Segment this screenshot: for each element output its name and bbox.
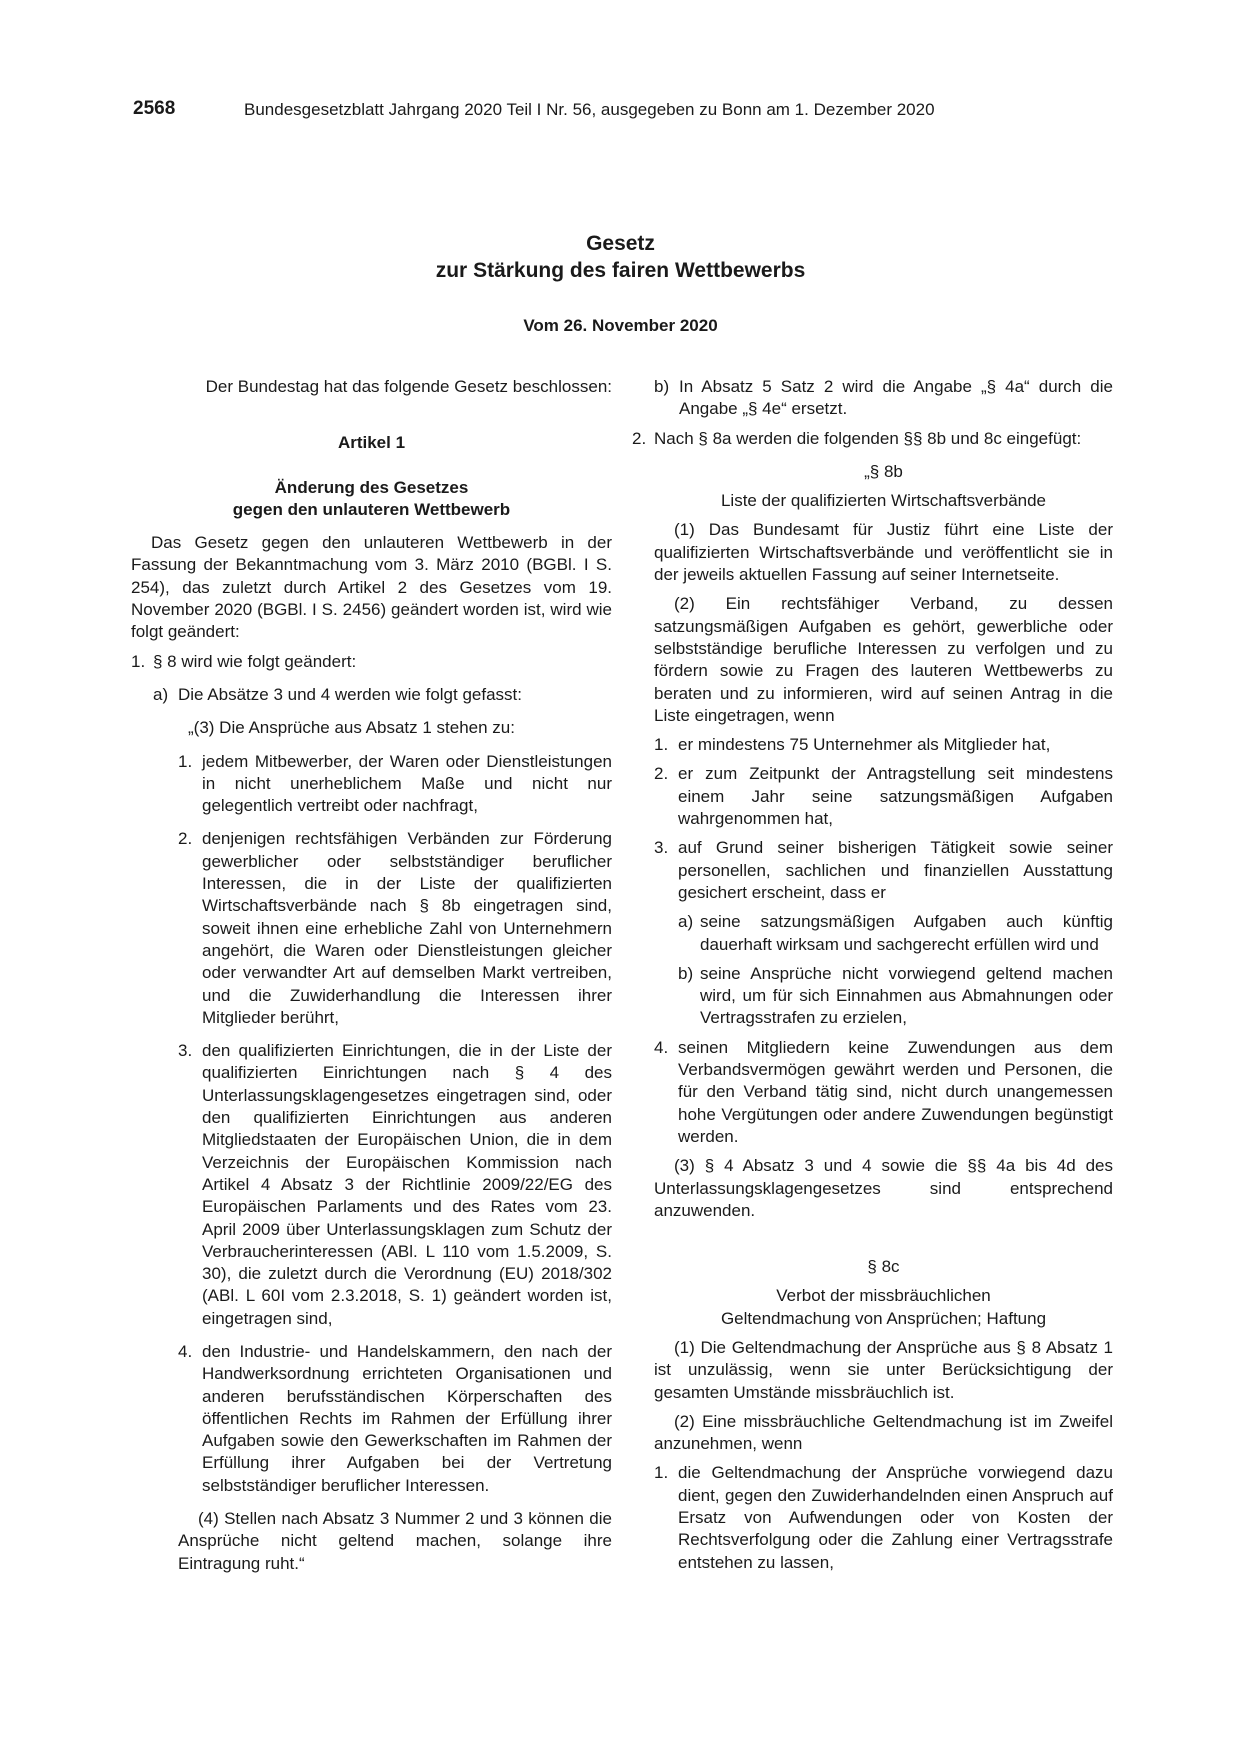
list-item — [131, 1341, 612, 1497]
law-title-line-2: zur Stärkung des fairen Wettbewerbs — [435, 259, 806, 282]
sub-list-text: seine Ansprüche nicht vorwiegend geltend machen wird, um für sich Einnahmen aus Abmahnungen oder Vertragsstrafen zu erzielen, — [700, 963, 1113, 1028]
list-item — [632, 734, 1113, 756]
section-8c-heading: § 8c — [867, 1257, 900, 1277]
amendment-item-a — [131, 684, 612, 706]
list-text: er mindestens 75 Unternehmer als Mitglieder hat, — [678, 735, 1051, 755]
law-date: Vom 26. November 2020 — [523, 316, 718, 335]
list-item — [131, 1040, 612, 1330]
item-number: 1. — [131, 651, 146, 671]
list-text: den Industrie- und Handelskammern, den nach der Handwerksordnung errichteten Organisationen und anderen berufsständischen Körperschaften des öffentlichen Rechts im Rahmen der Erfüllung ihrer Aufgaben sowie den Gewerkschaften im Rahmen der Erfüllung ihrer Aufgaben bei der Vertretung selbstständiger beruflicher Interessen. — [202, 1341, 612, 1495]
law-title-line-1: Gesetz — [586, 232, 655, 255]
list-number: 1. — [654, 735, 669, 755]
section-8b-paragraph-3: (3) § 4 Absatz 3 und 4 sowie die §§ 4a bis 4d des Unterlassungsklagengesetzes sind entsprechend anzuwenden. — [654, 1156, 1113, 1220]
sub-list-text: seine satzungsmäßigen Aufgaben auch künftig dauerhaft wirksam und sachgerecht erfüllen wird und — [700, 912, 1113, 954]
paragraph-3-intro: „(3) Die Ansprüche aus Absatz 1 stehen zu: — [188, 718, 515, 738]
section-8b-title: Liste der qualifizierten Wirtschaftsverbände — [720, 491, 1047, 511]
left-column — [131, 376, 612, 1575]
list-text: auf Grund seiner bisherigen Tätigkeit sowie seiner personellen, sachlichen und finanziellen Ausstattung gesichert erscheint, dass er — [678, 838, 1113, 902]
item-text: Die Absätze 3 und 4 werden wie folgt gefasst: — [178, 684, 522, 704]
sub-list-letter: a) — [678, 912, 694, 932]
list-item — [632, 1037, 1113, 1148]
list-item — [131, 751, 612, 818]
list-item — [131, 828, 612, 1029]
section-8c-paragraph-2: (2) Eine missbräuchliche Geltendmachung ist im Zweifel anzunehmen, wenn — [654, 1411, 1113, 1454]
sub-list-letter: b) — [678, 963, 694, 983]
list-number: 3. — [178, 1041, 193, 1061]
section-8b-paragraph-1: (1) Das Bundesamt für Justiz führt eine Liste der qualifizierten Wirtschaftsverbände und veröffentlicht sie in der jeweils aktuellen Fassung auf seiner Internetseite. — [654, 520, 1113, 585]
sub-list-item — [632, 963, 1113, 1030]
enactment-clause: Der Bundestag hat das folgende Gesetz beschlossen: — [205, 377, 612, 396]
list-number: 4. — [654, 1037, 669, 1057]
section-8b-heading: „§ 8b — [864, 461, 903, 481]
list-number: 1. — [178, 751, 193, 771]
list-number: 1. — [654, 1463, 669, 1483]
item-letter: a) — [153, 684, 169, 704]
list-number: 3. — [654, 838, 669, 858]
list-number: 2. — [654, 764, 669, 784]
amendment-item-1 — [131, 651, 612, 673]
list-item — [632, 1462, 1113, 1573]
item-number: 2. — [632, 428, 647, 448]
section-8c-title-line-1: Verbot der missbräuchlichen — [776, 1286, 991, 1306]
article-title-line-2: gegen den unlauteren Wettbewerb — [232, 499, 511, 519]
item-letter: b) — [654, 377, 670, 396]
article-title-line-1: Änderung des Gesetzes — [274, 477, 469, 497]
section-8c-title-line-2: Geltendmachung von Ansprüchen; Haftung — [720, 1308, 1047, 1328]
law-title-block — [0, 230, 1241, 336]
list-text: er zum Zeitpunkt der Antragstellung seit mindestens einem Jahr seine satzungsmäßigen Aufgaben wahrgenommen hat, — [678, 764, 1113, 829]
item-text: Nach § 8a werden die folgenden §§ 8b und 8c eingefügt: — [654, 428, 1082, 448]
journal-line: Bundesgesetzblatt Jahrgang 2020 Teil I Nr. 56, ausgegeben zu Bonn am 1. Dezember 2020 — [244, 100, 935, 119]
paragraph-4: (4) Stellen nach Absatz 3 Nummer 2 und 3 können die Ansprüche nicht geltend machen, solange ihre Eintragung ruht.“ — [178, 1509, 612, 1573]
amendment-item-2 — [632, 428, 1113, 450]
list-text: den qualifizierten Einrichtungen, die in der Liste der qualifizierten Einrichtungen nach § 4 des Unterlassungsklagengesetzes eingetragen sind, oder den qualifizierten Einrichtungen aus anderen Mitgliedstaaten der Europäischen Union, die in dem Verzeichnis der Europäischen Kommission nach Artikel 4 Absatz 3 der Richtlinie 2009/22/EG des Europäischen Parlaments und des Rates vom 23. April 2009 über Unterlassungsklagen zum Schutz der Verbraucherinteressen (ABl. L 110 vom 1.5.2009, S. 30), die zuletzt durch die Verordnung (EU) 2018/302 (ABl. L 60I vom 2.3.2018, S. 1) geändert worden ist, eingetragen sind, — [202, 1041, 612, 1328]
section-8b-paragraph-2: (2) Ein rechtsfähiger Verband, zu dessen satzungsmäßigen Aufgaben es gehört, gewerbliche oder selbstständige berufliche Interessen zu verfolgen und zu fördern sowie zu Fragen des lauteren Wettbewerbs zu beraten und zu informieren, wird auf seinen Antrag in die Liste eingetragen, wenn — [654, 594, 1113, 725]
article-heading: Artikel 1 — [337, 433, 406, 453]
right-column — [632, 376, 1113, 1574]
amendment-item-b — [632, 376, 1113, 421]
item-text: In Absatz 5 Satz 2 wird die Angabe „§ 4a“ durch die Angabe „§ 4e“ ersetzt. — [679, 377, 1113, 419]
list-text: denjenigen rechtsfähigen Verbänden zur Förderung gewerblicher oder selbstständiger beruflicher Interessen, die in der Liste der qualifizierten Wirtschaftsverbände nach § 8b eingetragen sind, soweit ihnen eine erhebliche Zahl von Unternehmern angehört, die Waren oder Dienstleistungen gleicher oder verwandter Art auf demselben Markt vertreiben, und die Zuwiderhandlung die Interessen ihrer Mitglieder berührt, — [202, 829, 612, 1027]
item-text: § 8 wird wie folgt geändert: — [153, 651, 357, 671]
section-8c-paragraph-1: (1) Die Geltendmachung der Ansprüche aus § 8 Absatz 1 ist unzulässig, wenn sie unter Berücksichtigung der gesamten Umstände missbräuchlich ist. — [654, 1337, 1113, 1402]
list-text: seinen Mitgliedern keine Zuwendungen aus dem Verbandsvermögen gewährt werden und Personen, die für den Verband tätig sind, nicht durch unangemessen hohe Vergütungen oder andere Zuwendungen begünstigt werden. — [678, 1037, 1113, 1146]
page-number: 2568 — [133, 98, 176, 119]
sub-list-item — [632, 911, 1113, 956]
list-number: 4. — [178, 1341, 193, 1361]
article-body: Das Gesetz gegen den unlauteren Wettbewerb in der Fassung der Bekanntmachung vom 3. März 2010 (BGBl. I S. 254), das zuletzt durch Artikel 2 des Gesetzes vom 19. November 2020 (BGBl. I S. 2456) geändert worden ist, wird wie folgt geändert: — [131, 533, 612, 642]
list-text: jedem Mitbewerber, der Waren oder Dienstleistungen in nicht unerheblichem Maße und nicht nur gelegentlich vertreibt oder nachfragt, — [202, 751, 612, 816]
list-item — [632, 763, 1113, 830]
list-number: 2. — [178, 829, 193, 849]
list-item — [632, 837, 1113, 904]
list-text: die Geltendmachung der Ansprüche vorwiegend dazu dient, gegen den Zuwiderhandelnden einen Anspruch auf Ersatz von Aufwendungen oder von Kosten der Rechtsverfolgung oder die Zahlung einer Vertragsstrafe entstehen zu lassen, — [678, 1463, 1113, 1572]
